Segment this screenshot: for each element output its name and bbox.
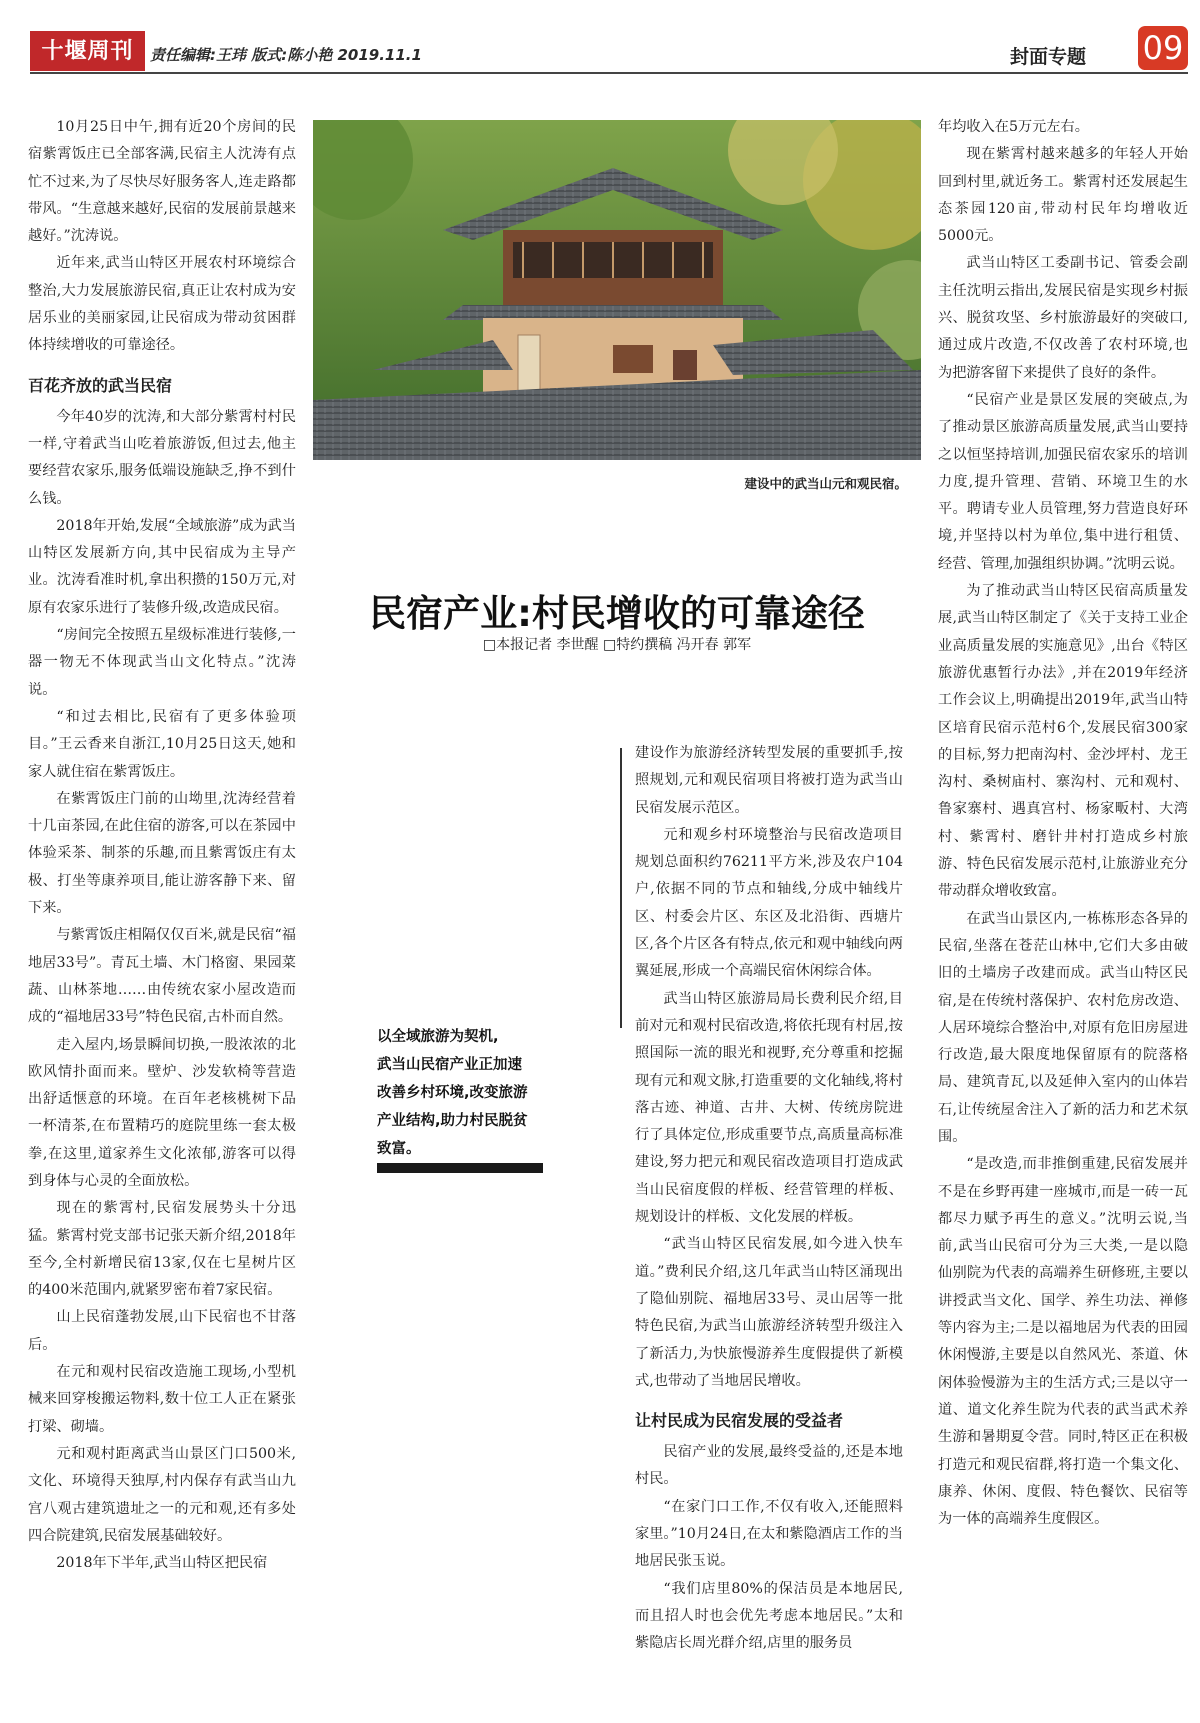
- paragraph: 10月25日中午,拥有近20个房间的民宿紫霄饭庄已全部客满,民宿主人沈涛有点忙不过来,为了尽快尽好服务客人,连走路都带风。“生意越来越好,民宿的发展前景越来越好。”沈涛说。: [28, 119, 296, 245]
- paragraph: 现在紫霄村越来越多的年轻人开始回到村里,就近务工。紫霄村还发展起生态茶园120亩,带动村民年均增收近5000元。: [938, 146, 1188, 245]
- paragraph: 为了推动武当山特区民宿高质量发展,武当山特区制定了《关于支持工业企业高质量发展的实施意见》,出台《特区旅游优惠暂行办法》,并在2019年经济工作会议上,明确提出2019年,武当山特区培育民宿示范村6个,发展民宿300家的目标,努力把南沟村、金沙坪村、龙王沟村、桑树庙村、寨沟村、元和观村、鲁家寨村、遇真宫村、杨家畈村、大湾村、紫霄村、磨针井村打造成乡村旅游、特色民宿发展示范村,让旅游业充分带动群众增收致富。: [938, 583, 1188, 900]
- paragraph: “武当山特区民宿发展,如今进入快车道。”费利民介绍,这几年武当山特区涌现出了隐仙别院、福地居33号、灵山居等一批特色民宿,为武当山旅游经济转型升级注入了新活力,为快旅慢游养生度假提供了新模式,也带动了当地居民增收。: [635, 1236, 903, 1389]
- paragraph: 在元和观村民宿改造施工现场,小型机械来回穿梭搬运物料,数十位工人正在紧张打梁、砌墙。: [28, 1364, 296, 1435]
- editor-credits: 责任编辑:王玮 版式:陈小艳 2019.11.1: [150, 46, 422, 64]
- paragraph: 2018年下半年,武当山特区把民宿: [56, 1555, 268, 1572]
- paragraph: 2018年开始,发展“全域旅游”成为武当山特区发展新方向,其中民宿成为主导产业。沈涛看准时机,拿出积攒的150万元,对原有农家乐进行了装修升级,改造成民宿。: [28, 517, 296, 616]
- pull-quote-line: 产业结构,助力村民脱贫: [377, 1113, 528, 1129]
- article-column-3: [938, 114, 1188, 1720]
- paragraph: 武当山特区工委副书记、管委会副主任沈明云指出,发展民宿是实现乡村振兴、脱贫攻坚、乡村旅游最好的突破口,通过成片改造,不仅改善了农村环境,也为把游客留下来提供了良好的条件。: [938, 255, 1188, 381]
- headline: 民宿产业:村民增收的可靠途径: [369, 592, 865, 635]
- page-number: 09: [1142, 29, 1184, 67]
- paragraph: 走入屋内,场景瞬间切换,一股浓浓的北欧风情扑面而来。壁炉、沙发软椅等营造出舒适惬意的环境。在百年老核桃树下品一杯清茶,在布置精巧的庭院里练一套太极拳,在这里,道家养生文化浓郁,游客可以得到身体与心灵的全面放松。: [28, 1036, 296, 1189]
- header-divider: [30, 72, 1188, 74]
- article-column-2: [635, 740, 903, 1720]
- byline: □本报记者 李世醒 □特约撰稿 冯开春 郭军: [482, 637, 752, 653]
- paragraph: 元和观村距离武当山景区门口500米,文化、环境得天独厚,村内保存有武当山九宫八观古建筑遗址之一的元和观,还有多处四合院建筑,民宿发展基础较好。: [28, 1445, 296, 1544]
- paragraph: “房间完全按照五星级标准进行装修,一器一物无不体现武当山文化特点。”沈涛说。: [28, 627, 296, 698]
- paragraph: “是改造,而非推倒重建,民宿发展并不是在乡野再建一座城市,而是一砖一瓦都尽力赋予再生的意义。”沈明云说,当前,武当山民宿可分为三大类,一是以隐仙别院为代表的高端养生研修班,主要以讲授武当文化、国学、养生功法、禅修等内容为主;二是以福地居为代表的田园休闲慢游,主要是以自然风光、茶道、休闲体验慢游为主的生活方式;三是以守一道、道文化养生院为代表的武当武术养生游和暑期夏令营。同时,特区正在积极打造元和观民宿群,将打造一个集文化、康养、休闲、度假、特色餐饮、民宿等为一体的高端养生度假区。: [938, 1156, 1188, 1528]
- subhead-1: 百花齐放的武当民宿: [28, 375, 173, 395]
- page-number-badge: [1138, 26, 1188, 70]
- pull-quote-line: 改善乡村环境,改变旅游: [377, 1085, 528, 1101]
- paragraph: 武当山特区旅游局局长费利民介绍,目前对元和观村民宿改造,将依托现有村居,按照国际一流的眼光和视野,充分尊重和挖掘现有元和观文脉,打造重要的文化轴线,将村落古迹、神道、古井、大树、传统房院进行了具体定位,形成重要节点,高质量高标准建设,努力把元和观民宿改造项目打造成武当山民宿度假的样板、经营管理的样板、规划设计的样板、文化发展的样板。: [635, 990, 903, 1226]
- pull-quote-line: 以全域旅游为契机,: [377, 1029, 499, 1045]
- pull-quote-bar: [377, 1163, 543, 1173]
- paragraph: 山上民宿蓬勃发展,山下民宿也不甘落后。: [28, 1309, 296, 1353]
- lead-photo: [313, 120, 921, 460]
- paragraph: 今年40岁的沈涛,和大部分紫霄村村民一样,守着武当山吃着旅游饭,但过去,他主要经营农家乐,服务低端设施缺乏,挣不到什么钱。: [28, 408, 296, 507]
- subhead-2: 让村民成为民宿发展的受益者: [635, 1411, 844, 1431]
- paragraph: 建设作为旅游经济转型发展的重要抓手,按照规划,元和观民宿项目将被打造为武当山民宿发展示范区。: [635, 745, 903, 816]
- paragraph: “民宿产业是景区发展的突破点,为了推动景区旅游高质量发展,武当山要持之以恒坚持培训,加强民宿农家乐的培训力度,提升管理、营销、环境卫生的水平。聘请专业人员管理,努力营造良好环境,并坚持以村为单位,集中进行租赁、经营、管理,加强组织协调。”沈明云说。: [938, 391, 1188, 572]
- masthead-stripe: [30, 67, 145, 71]
- paragraph: 近年来,武当山特区开展农村环境综合整治,大力发展旅游民宿,真正让农村成为安居乐业的美丽家园,让民宿成为带动贫困群体持续增收的可靠途径。: [28, 255, 296, 354]
- pull-quote: [377, 1023, 543, 1163]
- pull-quote-line: 武当山民宿产业正加速: [377, 1057, 522, 1073]
- pull-quote-line: 致富。: [377, 1141, 421, 1157]
- paragraph: “和过去相比,民宿有了更多体验项目。”王云香来自浙江,10月25日这天,她和家人就住宿在紫霄饭庄。: [28, 708, 296, 780]
- column-rule: [620, 748, 622, 1028]
- minsu-building-illustration: [313, 120, 921, 460]
- paragraph: 民宿产业的发展,最终受益的,还是本地村民。: [635, 1444, 903, 1488]
- masthead-logo: [30, 31, 145, 67]
- masthead-title: 十堰周刊: [41, 37, 134, 64]
- paragraph: 与紫霄饭庄相隔仅仅百米,就是民宿“福地居33号”。青瓦土墙、木门格窗、果园菜蔬、山林茶地……由传统农家小屋改造而成的“福地居33号”特色民宿,古朴而自然。: [28, 927, 296, 1026]
- article-column-1: [28, 114, 296, 1720]
- paragraph: 现在的紫霄村,民宿发展势头十分迅猛。紫霄村党支部书记张天新介绍,2018年至今,全村新增民宿13家,仅在七星树片区的400米范围内,就紧罗密布着7家民宿。: [28, 1200, 296, 1299]
- section-title: 封面专题: [1010, 46, 1087, 68]
- paragraph: 在武当山景区内,一栋栋形态各异的民宿,坐落在苍茫山林中,它们大多由破旧的土墙房子改建而成。武当山特区民宿,是在传统村落保护、农村危房改造、人居环境综合整治中,对原有危旧房屋进行改造,最大限度地保留原有的院落格局、建筑青瓦,以及延伸入室内的山体岩石,让传统屋舍注入了新的活力和艺术氛围。: [938, 910, 1188, 1145]
- photo-caption: 建设中的武当山元和观民宿。: [744, 476, 907, 491]
- paragraph: 年均收入在5万元左右。: [938, 119, 1089, 135]
- paragraph: “我们店里80%的保洁员是本地居民,而且招人时也会优先考虑本地居民。”太和紫隐店长周光群介绍,店里的服务员: [635, 1580, 903, 1652]
- paragraph: 在紫霄饭庄门前的山坳里,沈涛经营着十几亩茶园,在此住宿的游客,可以在茶园中体验采茶、制茶的乐趣,而且紫霄饭庄有太极、打坐等康养项目,能让游客静下来、留下来。: [28, 790, 296, 917]
- paragraph: 元和观乡村环境整治与民宿改造项目规划总面积约76211平方米,涉及农户104户,依据不同的节点和轴线,分成中轴线片区、村委会片区、东区及北沿街、西塘片区,各个片区各有特点,依元和观中轴线向两翼延展,形成一个高端民宿休闲综合体。: [635, 826, 903, 980]
- paragraph: “在家门口工作,不仅有收入,还能照料家里。”10月24日,在太和紫隐酒店工作的当地居民张玉说。: [635, 1498, 903, 1570]
